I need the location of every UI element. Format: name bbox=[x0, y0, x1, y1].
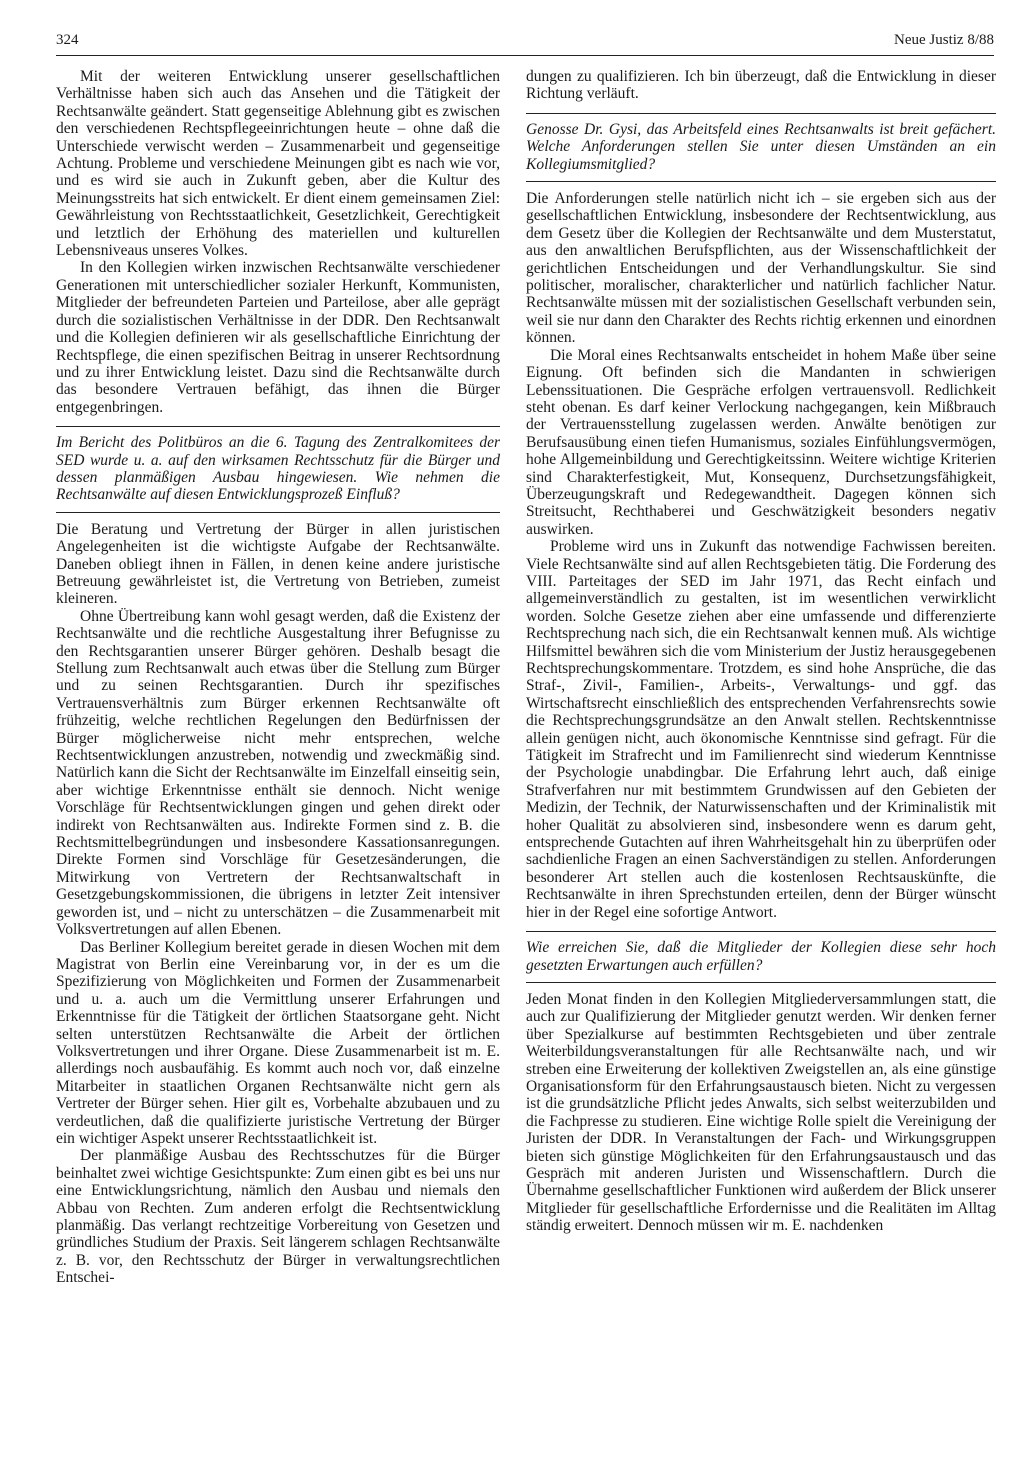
left-column bbox=[56, 68, 500, 1287]
paragraph: Probleme wird uns in Zukunft das notwendige Fachwissen bereiten. Viele Rechtsanwälte sind auf allen Rechtsgebieten tätig. Die Forderung des VIII. Parteitages der SED im Jahr 1971, das Recht einfach und allgemeinverständlich zu gestalten, ist im wesentlichen verwirklicht worden. Solche Gesetze ziehen aber eine umfassende und differenzierte Rechtsprechung nach sich, die ein Rechtsanwalt kennen muß. Als wichtige Hilfsmittel bewähren sich die vom Ministerium der Justiz herausgegebenen Rechtsprechungskommentare. Trotzdem, es sind hohe Ansprüche, die das Straf-, Zivil-, Familien-, Arbeits-, Verwaltungs- und ggf. das Wirtschaftsrecht einschließlich des entsprechenden Verfahrensrechts sowie die Rechtsprechungsgrundsätze an den Anwalt stellen. Rechtskenntnisse allein genügen nicht, auch ökonomische Kenntnisse sind gefragt. Für die Tätigkeit im Strafrecht und im Familienrecht sind wiederum Kenntnisse der Psychologie unabdingbar. Die Erfahrung lehrt auch, daß einige Strafverfahren nur mit bestimmtem Grundwissen auf den Gebieten der Medizin, der Technik, der Naturwissenschaften und der Kriminalistik mit hoher Qualität zu absolvieren sind, insbesondere wenn es darum geht, entsprechende Gutachten auf ihren Wahrheitsgehalt hin zu überprüfen oder sachdienliche Fragen an einen Sachverständigen zu stellen. Anforderungen besonderer Art stellen auch die kostenlosen Rechtsauskünfte, die Rechtsanwälte in ihren Sprechstunden erteilen, denn der Bürger wünscht hier in der Regel eine sofortige Antwort. bbox=[526, 538, 996, 921]
paragraph: Der planmäßige Ausbau des Rechtsschutzes für die Bürger beinhaltet zwei wichtige Gesichtspunkte: Zum einen gibt es bei uns nur eine Entwicklungsrichtung, nämlich den Ausbau und niemals den Abbau von Rechten. Zum anderen erfolgt die Rechtsentwicklung planmäßig. Das verlangt rechtzeitige Vorbereitung von Gesetzen und gründliches Studium der Praxis. Seit längerem schlagen Rechtsanwälte z. B. vor, den Rechtsschutz der Bürger in verwaltungsrechtlichen Entschei- bbox=[56, 1147, 500, 1287]
interview-question bbox=[526, 113, 996, 182]
paragraph: Mit der weiteren Entwicklung unserer gesellschaftlichen Verhältnisse haben sich auch das Ansehen und die Tätigkeit der Rechtsanwälte geändert. Statt gegenseitige Ablehnung gibt es zwischen den verschiedenen Rechtspflegeeinrichtungen heute – ohne daß die Unterschiede verwischt werden – Zusammenarbeit und gegenseitige Achtung. Probleme und verschiedene Meinungen gibt es nach wie vor, und es wird sie auch in Zukunft geben, aber die Kultur des Meinungsstreits hat sich entwickelt. Er dient einem gemeinsamen Ziel: Gewährleistung von Rechtsstaatlichkeit, Gesetzlichkeit, Gerechtigkeit und letztlich der Erhöhung des materiellen und kulturellen Lebensniveaus unseres Volkes. bbox=[56, 68, 500, 260]
paragraph: Das Berliner Kollegium bereitet gerade in diesen Wochen mit dem Magistrat von Berlin eine Vereinbarung vor, in der es um die Spezifizierung von Möglichkeiten und Formen der Zusammenarbeit und u. a. auch um die Vermittlung unserer Erfahrungen und Erkenntnisse für die Tätigkeit der örtlichen Staatsorgane geht. Nicht selten unterstützen Rechtsanwälte die Arbeit der örtlichen Volksvertretungen und ihrer Organe. Diese Zusammenarbeit ist m. E. allerdings noch ausbaufähig. Es kommt auch noch vor, daß einzelne Mitarbeiter in staatlichen Organen Rechtsanwälte nicht gern als Vertreter der Bürger sehen. Hier gilt es, Vorbehalte abzubauen und zu verdeutlichen, daß die qualifizierte juristische Vertretung der Bürger ein wichtiger Aspekt unserer Rechtsstaatlichkeit ist. bbox=[56, 938, 500, 1147]
paragraph: In den Kollegien wirken inzwischen Rechtsanwälte verschiedener Generationen mit unterschiedlicher sozialer Herkunft, Kommunisten, Mitglieder der befreundeten Parteien und Parteilose, aber alle geprägt durch die sozialistischen Verhältnisse in der DDR. Den Rechtsanwalt und die Kollegien definieren wir als gesellschaftliche Einrichtung der Rechtspflege, die einen spezifischen Beitrag in unserer Rechtsordnung und zu ihrer Entwicklung leistet. Dazu sind die Rechtsanwälte durch das besondere Vertrauen befähigt, das ihnen die Bürger entgegenbringen. bbox=[56, 259, 500, 416]
interview-question bbox=[56, 426, 500, 513]
journal-title: Neue Justiz 8/88 bbox=[894, 32, 994, 48]
paragraph: Die Beratung und Vertretung der Bürger in allen juristischen Angelegenheiten ist die wichtigste Aufgabe der Rechtsanwälte. Daneben obliegt ihnen in Fällen, in denen keine andere juristische Betreuung gewährleistet ist, die Vertretung von Betrieben, zumeist kleineren. bbox=[56, 520, 500, 608]
question-text: Genosse Dr. Gysi, das Arbeitsfeld eines Rechtsanwalts ist breit gefächert. Welche Anforderungen stellen Sie unter diesen Umständen an ein Kollegiumsmitglied? bbox=[526, 120, 996, 173]
paragraph: Ohne Übertreibung kann wohl gesagt werden, daß die Existenz der Rechtsanwälte und die rechtliche Ausgestaltung ihrer Befugnisse zu den Rechtsgarantien unserer Bürger gehören. Deshalb besagt die Stellung zum Rechtsanwalt auch etwas über die Stellung zum Bürger und zu seinen Rechtsgarantien. Durch ihr spezifisches Vertrauensverhältnis zum Bürger erkennen Rechtsanwälte oft frühzeitig, welche rechtlichen Regelungen den Bedürfnissen der Bürger möglicherweise nicht mehr entsprechen, welche Rechtsentwicklungen anzustreben, notwendig und zweckmäßig sind. Natürlich kann die Sicht der Rechtsanwälte im Einzelfall einseitig sein, aber wichtige Erkenntnisse enthält sie dennoch. Nicht wenige Vorschläge für Rechtsentwicklungen gingen und gehen direkt oder indirekt von Rechtsanwälten aus. Indirekte Formen sind z. B. die Rechtsmittelbegründungen und insbesondere Kassationsanregungen. Direkte Formen sind Vorschläge für Gesetzesänderungen, die Mitwirkung von Vertretern der Rechtsanwaltschaft in Gesetzgebungskommissionen, die übrigens in letzter Zeit intensiver geworden ist, und – nicht zu unterschätzen – die Zusammenarbeit mit Volksvertretungen auf allen Ebenen. bbox=[56, 607, 500, 939]
paragraph: Die Anforderungen stelle natürlich nicht ich – sie ergeben sich aus der gesellschaftlichen Entwicklung, insbesondere der Rechtsentwicklung, aus dem Gesetz über die Kollegien der Rechtsanwälte und dem Musterstatut, aus den anwaltlichen Berufspflichten, aus der Wissenschaftlichkeit der gerichtlichen Entscheidungen und der Verhandlungskultur. Sie sind politischer, moralischer, charakterlicher und natürlich fachlicher Natur. Rechtsanwälte müssen mit der sozialistischen Gesellschaft verbunden sein, weil sie nur dann den Charakter des Rechts richtig erkennen und einordnen können. bbox=[526, 190, 996, 347]
header-rule bbox=[56, 55, 994, 56]
question-text: Wie erreichen Sie, daß die Mitglieder der Kollegien diese sehr hoch gesetzten Erwartungen auch erfüllen? bbox=[526, 939, 996, 974]
paragraph: Jeden Monat finden in den Kollegien Mitgliederversammlungen statt, die auch zur Qualifizierung der Mitglieder genutzt werden. Wir denken ferner über Spezialkurse auf bestimmten Rechtsgebieten und über zentrale Weiterbildungsveranstaltungen für alle Rechtsanwälte nach, und wir streben eine Erweiterung der kollektiven Zweigstellen an, als eine günstige Organisationsform für den Erfahrungsaustausch bieten. Nicht zu vergessen ist die grundsätzliche Pflicht jedes Anwalts, sich selbst weiterzubilden und die Fachpresse zu studieren. Eine wichtige Rolle spielt die Vereinigung der Juristen der DDR. In Veranstaltungen der Fach- und Wirkungsgruppen bieten sich günstige Möglichkeiten für den Erfahrungsaustausch und das Gespräch mit anderen Juristen und Wissenschaftlern. Durch die Übernahme gesellschaftlicher Funktionen wird außerdem der Blick unserer Mitglieder für gesellschaftliche Erfordernisse und die Realitäten im Alltag ständig erweitert. Dennoch müssen wir m. E. nachdenken bbox=[526, 990, 996, 1235]
paragraph: dungen zu qualifizieren. Ich bin überzeugt, daß die Entwicklung in dieser Richtung verläuft. bbox=[526, 68, 996, 103]
page-header bbox=[56, 32, 994, 56]
interview-question bbox=[526, 931, 996, 983]
page-number: 324 bbox=[56, 32, 79, 48]
paragraph: Die Moral eines Rechtsanwalts entscheidet in hohem Maße über seine Eignung. Oft befinden sich die Mandanten in schwierigen Lebenssituationen. Die Gespräche erfolgen vertrauensvoll. Redlichkeit steht obenan. Es darf keiner Verlockung nachgegangen, kein Mißbrauch der Vertrauensstellung zugelassen werden. Anwälte benötigen zur Berufsausübung einen tiefen Humanismus, soziales Einfühlungsvermögen, hohe Allgemeinbildung und Gerechtigkeitssinn. Weitere wichtige Kriterien sind Charakterfestigkeit, Mut, Konsequenz, Durchsetzungsfähigkeit, Überzeugungskraft und Redegewandtheit. Dagegen können sich Streitsucht, Rechthaberei und Geschwätzigkeit besonders negativ auswirken. bbox=[526, 346, 996, 538]
right-column bbox=[526, 68, 996, 1235]
question-text: Im Bericht des Politbüros an die 6. Tagung des Zentralkomitees der SED wurde u. a. auf den wirksamen Rechtsschutz für die Bürger und dessen planmäßigen Ausbau hingewiesen. Wie nehmen die Rechtsanwälte auf diesen Entwicklungsprozeß Einfluß? bbox=[56, 434, 500, 504]
